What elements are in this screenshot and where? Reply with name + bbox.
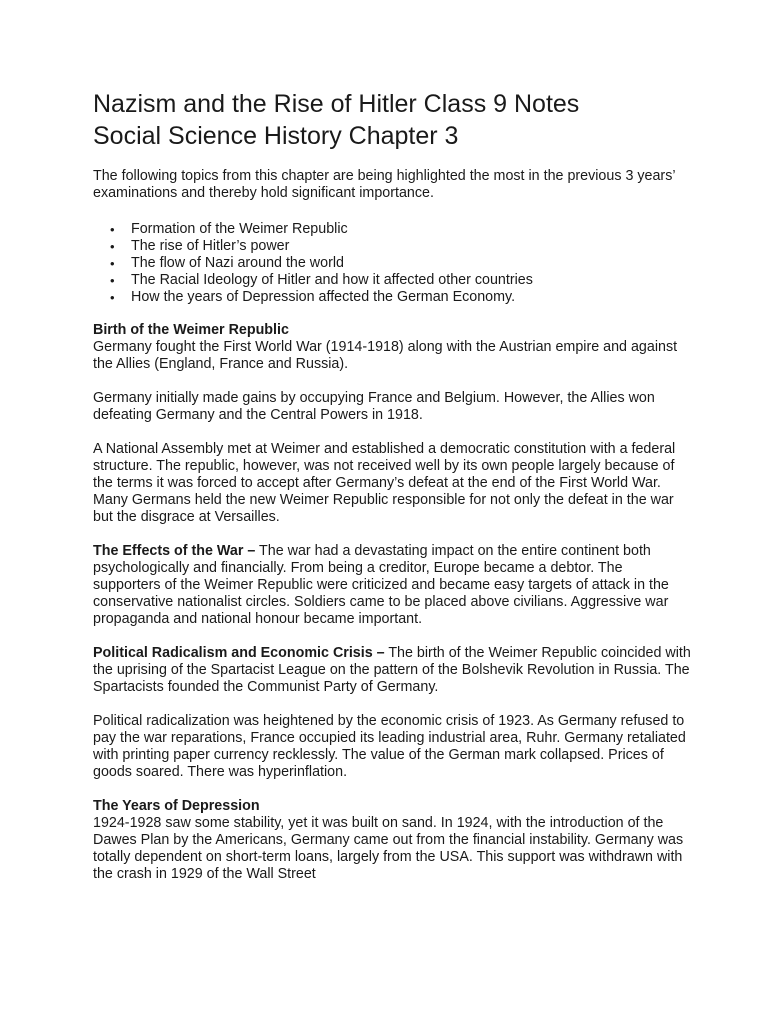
bullet-icon: • bbox=[110, 273, 115, 288]
section-heading: Political Radicalism and Economic Crisis – bbox=[93, 645, 385, 661]
radicalism-section bbox=[93, 645, 693, 696]
bullet-icon: • bbox=[110, 239, 115, 254]
topic-text: The flow of Nazi around the world bbox=[131, 255, 344, 271]
bullet-icon: • bbox=[110, 256, 115, 271]
title-line-1: Nazism and the Rise of Hitler Class 9 Notes bbox=[93, 90, 580, 118]
bullet-icon: • bbox=[110, 290, 115, 305]
paragraph-text: The birth of the Weimer Republic coincided with the uprising of the Spartacist League on the pattern of the Bolshevik Revolution in Russia. The Spartacists founded the Communist Party of Germany. bbox=[93, 645, 691, 695]
paragraph-text: The war had a devastating impact on the entire continent both psychologically and financially. From being a creditor, Europe became a debtor. The supporters of the Weimer Republic were criticized and became easy targets of attack in the conservative nationalist circles. Soldiers came to be placed above civilians. Aggressive war propaganda and national honour became important. bbox=[93, 543, 669, 627]
section-heading: The Effects of the War – bbox=[93, 543, 256, 559]
list-item bbox=[110, 272, 693, 289]
paragraph-text: Germany fought the First World War (1914-1918) along with the Austrian empire and against the Allies (England, France and Russia). bbox=[93, 339, 678, 372]
intro-paragraph: The following topics from this chapter are being highlighted the most in the previous 3 years’ examinations and thereby hold significant importance. bbox=[93, 168, 675, 201]
list-item bbox=[110, 289, 693, 306]
paragraph-text: 1924-1928 saw some stability, yet it was built on sand. In 1924, with the introduction of the Dawes Plan by the Americans, Germany came out from the financial instability. Germany was totally dependent on short-term loans, largely from the USA. This support was withdrawn with the crash in 1929 of the Wall Street bbox=[93, 815, 684, 882]
bullet-icon: • bbox=[110, 222, 115, 237]
list-item bbox=[110, 255, 693, 272]
document-page bbox=[93, 88, 693, 883]
effects-section bbox=[93, 543, 693, 628]
topic-text: The Racial Ideology of Hitler and how it affected other countries bbox=[131, 272, 533, 288]
section-heading: The Years of Depression bbox=[93, 798, 260, 814]
topic-text: Formation of the Weimer Republic bbox=[131, 221, 348, 237]
section-heading: Birth of the Weimer Republic bbox=[93, 322, 289, 338]
topics-list bbox=[93, 221, 693, 306]
paragraph: A National Assembly met at Weimer and established a democratic constitution with a federal structure. The republic, however, was not received well by its own people largely because of the terms it was forced to accept after Germany’s defeat at the end of the First World War. Many Germans held the new Weimer Republic responsible for not only the defeat in the war but the disgrace at Versailles. bbox=[93, 441, 676, 525]
page-title bbox=[93, 88, 693, 152]
topic-text: How the years of Depression affected the German Economy. bbox=[131, 289, 516, 305]
topic-text: The rise of Hitler’s power bbox=[131, 238, 290, 254]
paragraph: Political radicalization was heightened by the economic crisis of 1923. As Germany refused to pay the war reparations, France occupied its leading industrial area, Ruhr. Germany retaliated with printing paper currency recklessly. The value of the German mark collapsed. Prices of goods soared. There was hyperinflation. bbox=[93, 713, 686, 780]
list-item bbox=[110, 221, 693, 238]
list-item bbox=[110, 238, 693, 255]
birth-section bbox=[93, 322, 693, 373]
depression-section bbox=[93, 798, 693, 883]
title-line-2: Social Science History Chapter 3 bbox=[93, 122, 459, 150]
paragraph: Germany initially made gains by occupying France and Belgium. However, the Allies won defeating Germany and the Central Powers in 1918. bbox=[93, 390, 655, 423]
